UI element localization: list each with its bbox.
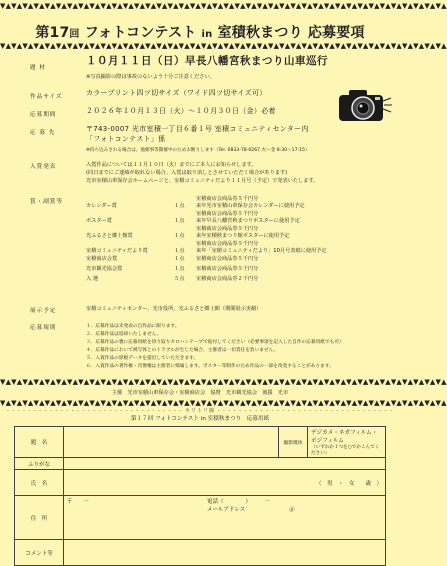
rule-item: ２．応募作品は返却いたしません。	[86, 332, 162, 337]
title-field-label: 題 名	[15, 427, 64, 458]
theme-main: １０月１１日（日）早長八幡宮秋まつり山車巡行	[86, 55, 328, 67]
footer-border-pattern: ▼▲▼▲▼▲▼▲▼▲▼▲▼▲▼▲▼▲▼▲▼▲▼▲▼▲▼▲▼▲▼▲▼▲▼▲▼▲▼▲▼▲▼▲▼▲▼▲▼▲▼▲▼▲▼▲▼▲▼▲▼▲▼▲▼▲▼▲▼▲▼▲▼▲▼▲▼▲▼▲	[0, 399, 447, 407]
rule-item: ６．入賞作品の著作権・肖像権は主催者に帰属します。ポスター等制作のため作品の一部を改変することがあります。	[86, 364, 334, 369]
period-label: 応募期間	[30, 112, 57, 118]
prize-count: １点	[174, 202, 185, 209]
dest-label: 応 募 先	[30, 130, 56, 136]
period-value: ２０２６年１０月１３日（火）～１０月３０日（金）必着	[86, 107, 276, 115]
comment-field[interactable]	[64, 540, 386, 566]
prize-detail	[196, 266, 258, 273]
prize-row	[86, 211, 300, 224]
dest-line2: 「フォトコンテスト」係	[86, 135, 166, 143]
title-suffix: 応募要項	[307, 25, 365, 41]
prize-line2: 来年早長八幡宮秋まつりポスターに使用予定	[196, 217, 300, 224]
prize-label: 賞・副賞等	[30, 199, 63, 205]
comment-label: コメント等	[15, 540, 64, 566]
theme-label: 題 材	[30, 65, 46, 71]
name-label: 氏 名	[15, 470, 64, 496]
prize-name: 光ふるさと郷土館賞	[86, 232, 133, 239]
form-title: 第１７回 フォトコンテスト in 室積秋まつり 応募用紙	[130, 416, 270, 422]
prize-line2: 来年「室積コミュニティだより」10月号表紙に使用予定	[196, 247, 327, 254]
dest-line1: 〒743-0007 光市室積一丁目６番１号 室積コミュニティセンター内	[86, 125, 309, 133]
postal-code: 〒 －	[67, 499, 90, 505]
prize-row	[86, 196, 305, 209]
rule-item: ４．応募作品において被写体とのトラブルが生じた場合、主催者は一切責任を負いません。	[86, 348, 279, 353]
title-main: フォトコンテスト	[84, 25, 197, 41]
prize-row	[86, 241, 327, 254]
bottom-border-pattern: ▼▲▼▲▼▲▼▲▼▲▼▲▼▲▼▲▼▲▼▲▼▲▼▲▼▲▼▲▼▲▼▲▼▲▼▲▼▲▼▲▼▲▼▲▼▲▼▲▼▲▼▲▼▲▼▲▼▲▼▲▼▲▼▲▼▲▼▲▼▲▼▲▼▲▼▲▼▲▼▲	[0, 378, 447, 386]
cut-line-label: キリトリ線	[184, 408, 215, 414]
prize-row	[86, 266, 258, 273]
prize-line2: 来年室積秋まつり館ポスターに使用予定	[196, 232, 290, 239]
prize-name: カレンダー賞	[86, 202, 117, 209]
rules-label: 応募規則	[30, 325, 57, 331]
prize-detail	[196, 256, 258, 263]
prize-line1: 室積商店会商品券５千円分	[196, 241, 259, 247]
sponsor-line: 主催 光市室積山車保存会・室積商店会 協賛 光市観光協会 後援 光市	[111, 390, 289, 396]
prize-detail	[196, 276, 258, 283]
title-in: in	[201, 29, 213, 40]
prize-count: １点	[174, 232, 185, 239]
prize-detail	[196, 196, 305, 209]
prize-name: 室積商店会賞	[86, 256, 118, 262]
prize-count: ５点	[174, 276, 185, 282]
prize-name: ポスター賞	[86, 217, 112, 224]
result-line3: 光市室積山車保存会ホームページと、室積コミュニティだより１１月号（予定）で発表いたします。	[86, 178, 319, 184]
page-title	[0, 22, 400, 42]
name-field[interactable]	[64, 470, 386, 496]
exhibit-label: 展示予定	[30, 308, 57, 314]
prize-line2: 来年光市室積山車保存会カレンダーに使用予定	[196, 202, 305, 209]
prize-name: 光市観光協会賞	[86, 266, 123, 272]
gender-age: （ 男 ・ 女 歳 ）	[315, 480, 382, 487]
prize-count: １点	[174, 247, 185, 254]
entry-form	[14, 426, 386, 566]
exhibit-value: 室積コミュニティセンター、光市役所、光ふるさと郷土館（期間展示実績）	[86, 306, 262, 312]
furigana-label: ふりがな	[15, 458, 64, 470]
prize-row	[86, 256, 258, 263]
prize-name: 室積コミュニティだより賞	[86, 247, 148, 254]
prize-line1: 室積商店会商品券５千円分	[196, 196, 259, 202]
result-label: 入賞発表	[30, 164, 57, 170]
size-label: 作品サイズ	[30, 94, 63, 100]
cut-line: - - - - - - - - - - - - - - - - - - - - - - - - - - - - - - - - - キリトリ線 - - - - - - - - - - - - - - - - - - - - - - - - - - - - - - - - -	[6, 408, 393, 414]
phone-field: 電話（ ） －	[207, 499, 271, 505]
media-label: 撮影媒体	[279, 427, 308, 458]
furigana-field[interactable]	[64, 458, 386, 470]
prize-row	[86, 276, 258, 283]
address-label: 住 所	[15, 496, 64, 540]
rule-item: １．応募作品は未発表の自作品に限ります。	[86, 324, 180, 329]
title-kai: 回	[69, 29, 80, 40]
rule-item: ５．入賞作品の原板データを提出していただきます。	[86, 356, 199, 361]
prize-line1: 室積商店会商品券５千円分	[196, 211, 259, 217]
media-value: デジカメ・ネガフィルム・ポジフィルム	[311, 430, 378, 444]
title-border-pattern: ▼▲▼▲▼▲▼▲▼▲▼▲▼▲▼▲▼▲▼▲▼▲▼▲▼▲▼▲▼▲▼▲▼▲▼▲▼▲▼▲▼▲▼▲▼▲▼▲▼▲▼▲▼▲▼▲▼▲▼▲▼▲▼▲▼▲▼▲▼▲▼▲▼▲▼▲▼▲▼▲	[0, 42, 447, 50]
prize-count: １点	[174, 256, 185, 262]
prize-detail	[196, 241, 327, 254]
prize-line1: 室積商店会商品券５千円分	[196, 266, 259, 272]
prize-name: 入 選	[86, 276, 99, 282]
size-value: カラープリント四ツ切サイズ（ワイド四ツ切サイズ可）	[86, 89, 267, 97]
top-border-pattern: ▼▲▼▲▼▲▼▲▼▲▼▲▼▲▼▲▼▲▼▲▼▲▼▲▼▲▼▲▼▲▼▲▼▲▼▲▼▲▼▲▼▲▼▲▼▲▼▲▼▲▼▲▼▲▼▲▼▲▼▲▼▲▼▲▼▲▼▲▼▲▼▲▼▲▼▲▼▲▼▲	[0, 2, 447, 10]
result-line1: 入賞作品については１１月１０日（火）までにご本人にお知らせします。	[86, 162, 257, 168]
theme-note: ※写真撮影の際は事故のないよう十分ご注意ください。	[86, 74, 215, 80]
rule-item: ３．応募作品の裏に応募用紙を切り取りセロハンテープで貼付してください（必要事項を記入した自作の応募用紙でも可）	[86, 340, 344, 345]
media-field[interactable]	[308, 427, 386, 458]
prize-row	[86, 226, 289, 239]
result-line2: (同日までにご連絡が取れない場合、入賞は取り消しとさせていただく場合があります)	[86, 170, 288, 176]
title-field[interactable]	[64, 427, 279, 458]
title-place: 室積秋まつり	[217, 25, 303, 41]
dest-note: ※持ち込みされる場合は、他催事等開催中のためお断りします（Tel. 0833-78-0267 火～金 8:30～17:15）	[86, 148, 310, 153]
prize-line1: 室積商店会商品券５千円分	[196, 226, 259, 232]
camera-icon	[335, 85, 393, 125]
title-prefix: 第	[35, 25, 50, 41]
address-field[interactable]	[64, 496, 386, 540]
title-number: 17	[49, 25, 70, 41]
prize-line1: 室積商店会商品券５千円分	[196, 256, 259, 262]
email-field: メールアドレス ＠	[207, 507, 295, 513]
prize-count: １点	[174, 266, 185, 272]
prize-detail	[196, 226, 289, 239]
prize-detail	[196, 211, 300, 224]
prize-count: １点	[174, 217, 185, 224]
media-note: （いずれか１つを○でかこんでください）	[311, 445, 380, 456]
prize-line1: 室積商店会商品券２千円分	[196, 276, 259, 282]
